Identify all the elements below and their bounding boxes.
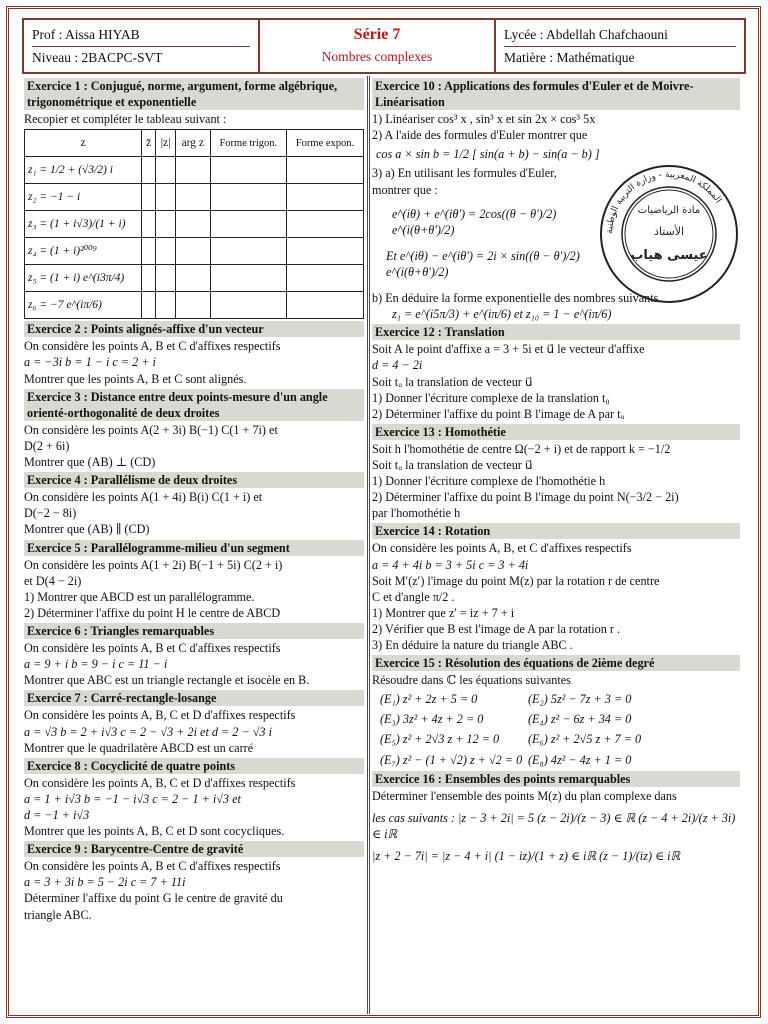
- exercise-text: Montrer que (AB) ∥ (CD): [24, 522, 150, 537]
- exercise-title: Exercice 13 : Homothétie: [372, 424, 740, 440]
- exercise-text: Montrer que les points A, B et C sont alignés.: [24, 371, 247, 386]
- teacher-stamp: [598, 163, 740, 305]
- table-row: [25, 184, 364, 211]
- exercise-text: Soit h l'homothétie de centre Ω(−2 + i) et de rapport k = −1/2: [372, 441, 671, 456]
- exercise-text: 1) Donner l'écriture complexe de la translation t₀: [372, 390, 610, 405]
- exercise-8: [24, 758, 364, 839]
- exercise-math: d = −1 + i√3: [24, 808, 90, 822]
- table-cell: z₁ = 1/2 + (√3/2) i: [25, 157, 142, 184]
- equation: (E₈) 4z² − 4z + 1 = 0: [528, 752, 632, 767]
- exercise-text: C et d'angle π/2 .: [372, 589, 455, 604]
- exercise-text: Soit A le point d'affixe a = 3 + 5i et u⃗ le vecteur d'affixe: [372, 342, 645, 357]
- equation: (E₄) z² − 6z + 34 = 0: [528, 712, 632, 727]
- exercise-text: 3) a) En utilisant les formules d'Euler,: [372, 166, 557, 181]
- exercise-text: D(2 + 6i): [24, 438, 70, 453]
- table-cell: z₆ = −7 e^(iπ/6): [25, 292, 142, 319]
- exercise-text: Recopier et compléter le tableau suivant :: [24, 112, 227, 127]
- exercise-text: On considère les points A(2 + 3i) B(−1) C(1 + 7i) et: [24, 422, 278, 437]
- exercise-text: 1) Montrer que ABCD est un parallélogramme.: [24, 589, 255, 604]
- exercise-16: [372, 771, 740, 864]
- exercise-title: Exercice 10 : Applications des formules d'Euler et de Moivre-Linéarisation: [372, 78, 740, 110]
- table-cell: z₂ = −1 − i: [25, 184, 142, 211]
- equation: (E₇) z² − (1 + √2) z + √2 = 0: [380, 752, 523, 767]
- exercise-14: [372, 523, 740, 653]
- exercise-title: Exercice 12 : Translation: [372, 324, 740, 340]
- col-header: |z|: [156, 130, 176, 157]
- exercise-text: Soit tᵤ la translation de vecteur u⃗: [372, 457, 533, 472]
- exercise-text: 1) Montrer que z′ = iz + 7 + i: [372, 605, 515, 620]
- exercise-title: Exercice 7 : Carré-rectangle-losange: [24, 690, 364, 706]
- exercise-text: 2) Déterminer l'affixe du point H le centre de ABCD: [24, 605, 281, 620]
- exercise-4: [24, 472, 364, 537]
- table-cell: z₃ = (1 + i√3)/(1 + i): [25, 211, 142, 238]
- exercise-13: [372, 424, 740, 522]
- exercise-text: 2) Déterminer l'affixe du point B l'image de A par tᵤ: [372, 406, 625, 421]
- exercise-text: b) En déduire la forme exponentielle des nombres suivants: [372, 291, 659, 306]
- exercise-title: Exercice 4 : Parallélisme de deux droites: [24, 472, 364, 488]
- table-row: [25, 238, 364, 265]
- exercise-text: D(−2 − 8i): [24, 506, 77, 521]
- exercise-text: Soit M′(z′) l'image du point M(z) par la rotation r de centre: [372, 573, 660, 588]
- exercise-3: [24, 389, 364, 470]
- exercise-math: a = 1 + i√3 b = −1 − i√3 c = 2 − 1 + i√3 et: [24, 791, 241, 806]
- col-header: z: [25, 130, 142, 157]
- stamp-name: عيسى هياب: [630, 248, 708, 263]
- exercise-text: On considère les points A, B et C d'affixes respectifs: [24, 859, 281, 874]
- exercise-title: Exercice 14 : Rotation: [372, 523, 740, 539]
- stamp-title: الأستاذ: [653, 225, 685, 238]
- table-row: [25, 265, 364, 292]
- school-name: Lycée : Abdellah Chafchaouni: [504, 24, 736, 47]
- level: Niveau : 2BACPC-SVT: [32, 50, 163, 65]
- exercise-7: [24, 690, 364, 755]
- table-row: [25, 211, 364, 238]
- col-header: Forme expon.: [286, 130, 363, 157]
- exercise-12: [372, 324, 740, 422]
- column-divider: [367, 76, 370, 1014]
- complex-table: [24, 129, 364, 319]
- table-row: [25, 292, 364, 319]
- exercise-title: Exercice 8 : Cocyclicité de quatre points: [24, 758, 364, 774]
- exercise-5: [24, 540, 364, 621]
- exercise-math: d = 4 − 2i: [372, 358, 423, 373]
- exercise-math: |z + 2 − 7i| = |z − 4 + i| (1 − iz)/(1 + z) ∈ iℝ (z − 1)/(iz) ∈ iℝ: [372, 849, 681, 864]
- exercise-title: Exercice 9 : Barycentre-Centre de gravité: [24, 841, 364, 857]
- exercise-text: Soit tᵤ la translation de vecteur u⃗: [372, 374, 533, 389]
- exercise-math: les cas suivants : |z − 3 + 2i| = 5 (z − 2i)/(z − 3) ∈ ℝ (z − 4 + 2i)/(z + 3i) ∈ iℝ: [372, 810, 736, 841]
- exercise-text: Montrer que les points A, B, C et D sont cocycliques.: [24, 824, 285, 839]
- exercise-title: Exercice 1 : Conjugué, norme, argument, forme algébrique, trigonométrique et exponentielle: [24, 78, 364, 110]
- col-header: arg z: [175, 130, 210, 157]
- exercise-text: On considère les points A, B, C et D d'affixes respectifs: [24, 775, 296, 790]
- exercise-text: On considère les points A(1 + 4i) B(i) C(1 + i) et: [24, 490, 263, 505]
- equations-grid: [380, 691, 740, 767]
- exercise-math: a = 3 + 3i b = 5 − 2i c = 7 + 11i: [24, 875, 186, 890]
- exercise-text: On considère les points A(1 + 2i) B(−1 + 5i) C(2 + i): [24, 557, 283, 572]
- equation: (E₃) 3z² + 4z + 2 = 0: [380, 712, 484, 727]
- exercise-text: Résoudre dans ℂ les équations suivantes: [372, 673, 571, 688]
- header-right: [496, 20, 744, 72]
- col-header: Forme trigon.: [210, 130, 286, 157]
- exercise-title: Exercice 6 : Triangles remarquables: [24, 623, 364, 639]
- header: [22, 18, 746, 74]
- exercise-text: On considère les points A, B et C d'affixes respectifs: [24, 641, 281, 656]
- subject-title: Nombres complexes: [321, 49, 433, 64]
- exercise-title: Exercice 2 : Points alignés-affixe d'un vecteur: [24, 321, 364, 337]
- exercise-math: a = 9 + i b = 9 − i c = 11 − i: [24, 657, 168, 672]
- exercise-text: montrer que :: [372, 182, 438, 197]
- equation: (E₁) z² + 2z + 5 = 0: [380, 692, 478, 707]
- exercise-15: [372, 655, 740, 768]
- left-column: [24, 76, 364, 923]
- stamp-subject: مادة الرياضيات: [637, 205, 701, 216]
- exercise-1: [24, 78, 364, 319]
- exercise-math: cos a × sin b = 1/2 [ sin(a + b) − sin(a − b) ]: [376, 147, 600, 162]
- exercise-text: On considère les points A, B, C et D d'affixes respectifs: [24, 708, 296, 723]
- exercise-text: triangle ABC.: [24, 907, 92, 922]
- exercise-text: 2) Déterminer l'affixe du point B l'image du point N(−3/2 − 2i): [372, 490, 679, 505]
- exercise-text: 2) A l'aide des formules d'Euler montrer que: [372, 128, 588, 143]
- exercise-math: z₁ = e^(i5π/3) + e^(iπ/6) et z₁₀ = 1 − e^(iπ/6): [392, 307, 612, 322]
- exercise-2: [24, 321, 364, 386]
- exercise-9: [24, 841, 364, 922]
- exercise-title: Exercice 5 : Parallélogramme-milieu d'un segment: [24, 540, 364, 556]
- exercise-math: a = √3 b = 2 + i√3 c = 2 − √3 + 2i et d = 2 − √3 i: [24, 724, 272, 739]
- exercise-text: Déterminer l'ensemble des points M(z) du plan complexe dans: [372, 788, 677, 803]
- series-title: Série 7: [353, 26, 401, 43]
- exercise-text: par l'homothétie h: [372, 506, 461, 521]
- exercise-math: e^(iθ) + e^(iθ') = 2cos((θ − θ')/2) e^(i(θ+θ')/2): [392, 206, 557, 237]
- exercise-text: Montrer que le quadrilatère ABCD est un carré: [24, 740, 254, 755]
- table-header: [25, 130, 364, 157]
- exercise-math: a = −3i b = 1 − i c = 2 + i: [24, 355, 156, 370]
- equation: (E₆) z² + 2√5 z + 7 = 0: [528, 732, 642, 747]
- equation: (E₅) z² + 2√3 z + 12 = 0: [380, 732, 500, 747]
- exercise-6: [24, 623, 364, 688]
- exercise-text: et D(4 − 2i): [24, 573, 82, 588]
- exercise-title: Exercice 15 : Résolution des équations de 2ième degré: [372, 655, 740, 671]
- exercise-title: Exercice 3 : Distance entre deux points-mesure d'un angle orienté-orthogonalité de deux droites: [24, 389, 364, 421]
- exercise-text: On considère les points A, B, et C d'affixes respectifs: [372, 541, 632, 556]
- table-cell: z₄ = (1 + i)²⁰⁰⁹: [25, 238, 142, 265]
- exercise-math: a = 4 + 4i b = 3 + 5i c = 3 + 4i: [372, 557, 529, 572]
- exercise-text: On considère les points A, B et C d'affixes respectifs: [24, 339, 281, 354]
- prof-name: Prof : Aissa HIYAB: [32, 24, 250, 47]
- exercise-text: 2) Vérifier que B est l'image de A par la rotation r .: [372, 621, 621, 636]
- exercise-math: Et e^(iθ) − e^(iθ') = 2i × sin((θ − θ')/2) e^(i(θ+θ')/2): [386, 248, 580, 279]
- header-center: [260, 20, 496, 72]
- subject-name: Matière : Mathématique: [504, 50, 635, 65]
- table-cell: z₅ = (1 + i) e^(i3π/4): [25, 265, 142, 292]
- equation: (E₂) 5z² − 7z + 3 = 0: [528, 692, 632, 707]
- exercise-text: 1) Donner l'écriture complexe de l'homothétie h: [372, 474, 606, 489]
- exercise-text: Déterminer l'affixe du point G le centre de gravité du: [24, 891, 283, 906]
- col-header: z̄: [142, 130, 156, 157]
- table-row: [25, 157, 364, 184]
- exercise-text: 1) Linéariser cos³ x , sin³ x et sin 2x × cos³ 5x: [372, 112, 596, 127]
- header-left: [24, 20, 260, 72]
- exercise-title: Exercice 16 : Ensembles des points remarquables: [372, 771, 740, 787]
- exercise-text: 3) En déduire la nature du triangle ABC .: [372, 638, 573, 652]
- exercise-text: Montrer que (AB) ⊥ (CD): [24, 455, 156, 470]
- exercise-text: Montrer que ABC est un triangle rectangle et isocèle en B.: [24, 673, 310, 688]
- stamp-outer-text: المملكة المغربية - وزارة التربية الوطنية: [604, 169, 723, 235]
